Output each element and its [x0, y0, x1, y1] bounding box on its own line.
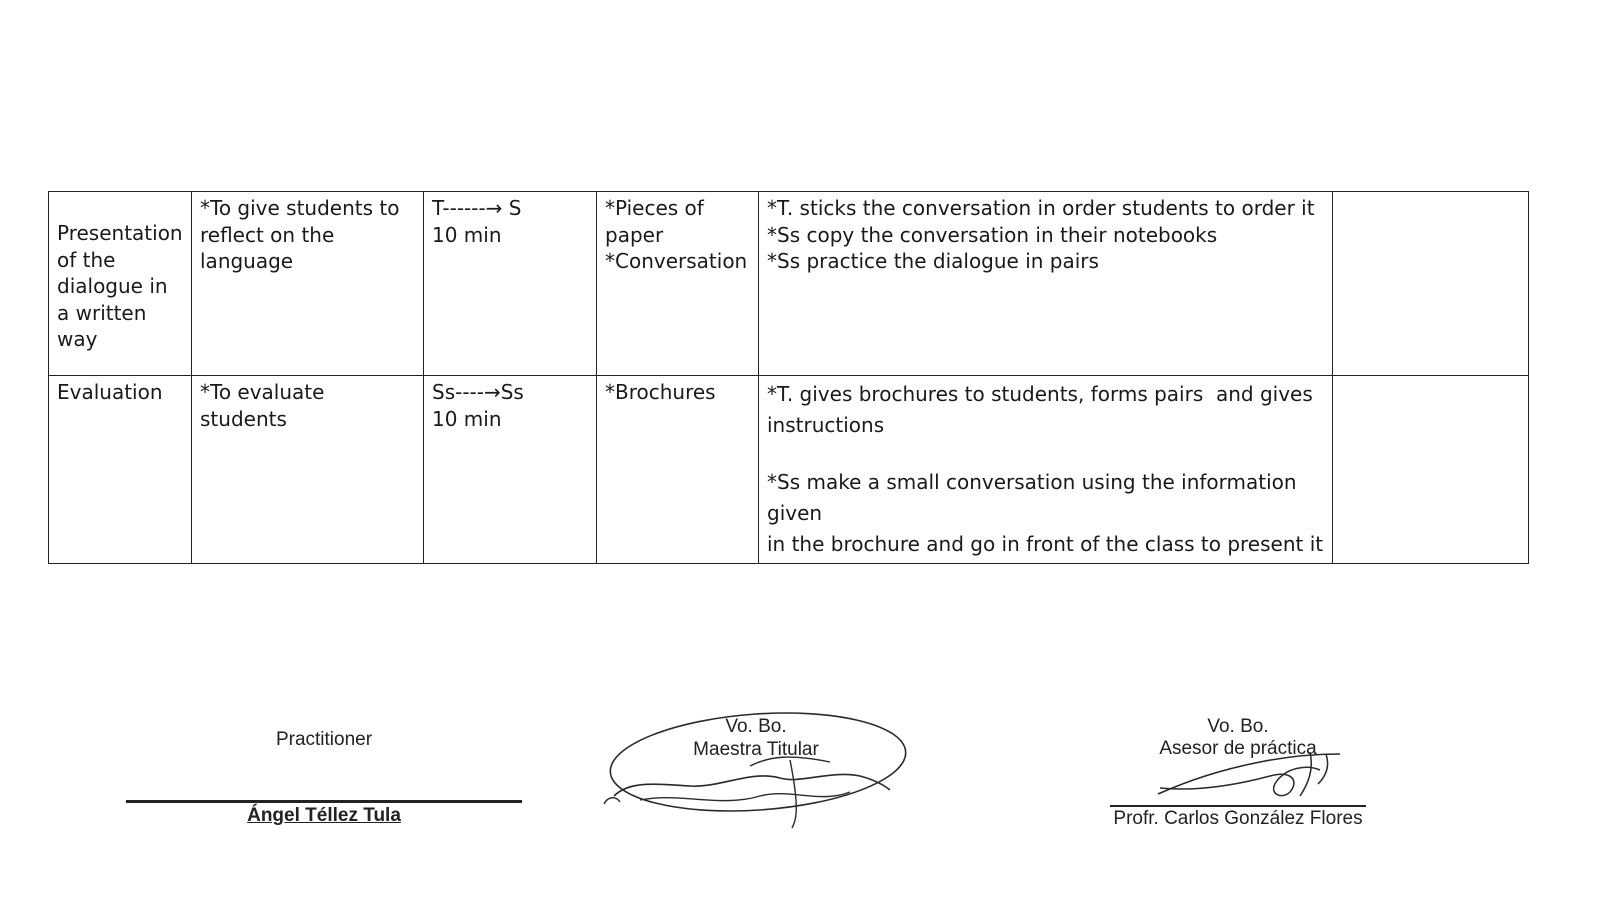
extra-cell	[1333, 376, 1529, 564]
practitioner-role: Practitioner	[275, 729, 373, 750]
teacher-role: Maestra Titular	[693, 739, 819, 760]
practitioner-signature-line	[126, 800, 522, 803]
stage-cell: Presentation of the dialogue in a written way	[49, 192, 192, 376]
stage-cell: Evaluation	[49, 376, 192, 564]
extra-cell	[1333, 192, 1529, 376]
interaction-cell: Ss----→Ss 10 min	[424, 376, 597, 564]
advisor-role: Asesor de práctica	[1159, 738, 1317, 759]
advisor-name: Profr. Carlos González Flores	[1113, 808, 1363, 829]
procedure-cell: *T. sticks the conversation in order students to order it *Ss copy the conversation in their notebooks *Ss practice the dialogue in pairs	[759, 192, 1333, 376]
teacher-vobo: Vo. Bo.	[725, 716, 787, 737]
procedure-cell: *T. gives brochures to students, forms pairs and gives instructions *Ss make a small conversation using the information given in the brochure and go in front of the class to present it	[759, 376, 1333, 564]
practitioner-name: Ángel Téllez Tula	[247, 805, 401, 826]
lesson-plan-table	[48, 191, 1529, 564]
table-row	[49, 376, 1529, 564]
aim-cell: *To evaluate students	[192, 376, 424, 564]
table-row	[49, 192, 1529, 376]
aim-cell: *To give students to reflect on the language	[192, 192, 424, 376]
advisor-vobo: Vo. Bo.	[1207, 716, 1269, 737]
materials-cell: *Pieces of paper *Conversation	[597, 192, 759, 376]
interaction-cell: T------→ S 10 min	[424, 192, 597, 376]
advisor-signature-line	[1110, 805, 1366, 807]
materials-cell: *Brochures	[597, 376, 759, 564]
